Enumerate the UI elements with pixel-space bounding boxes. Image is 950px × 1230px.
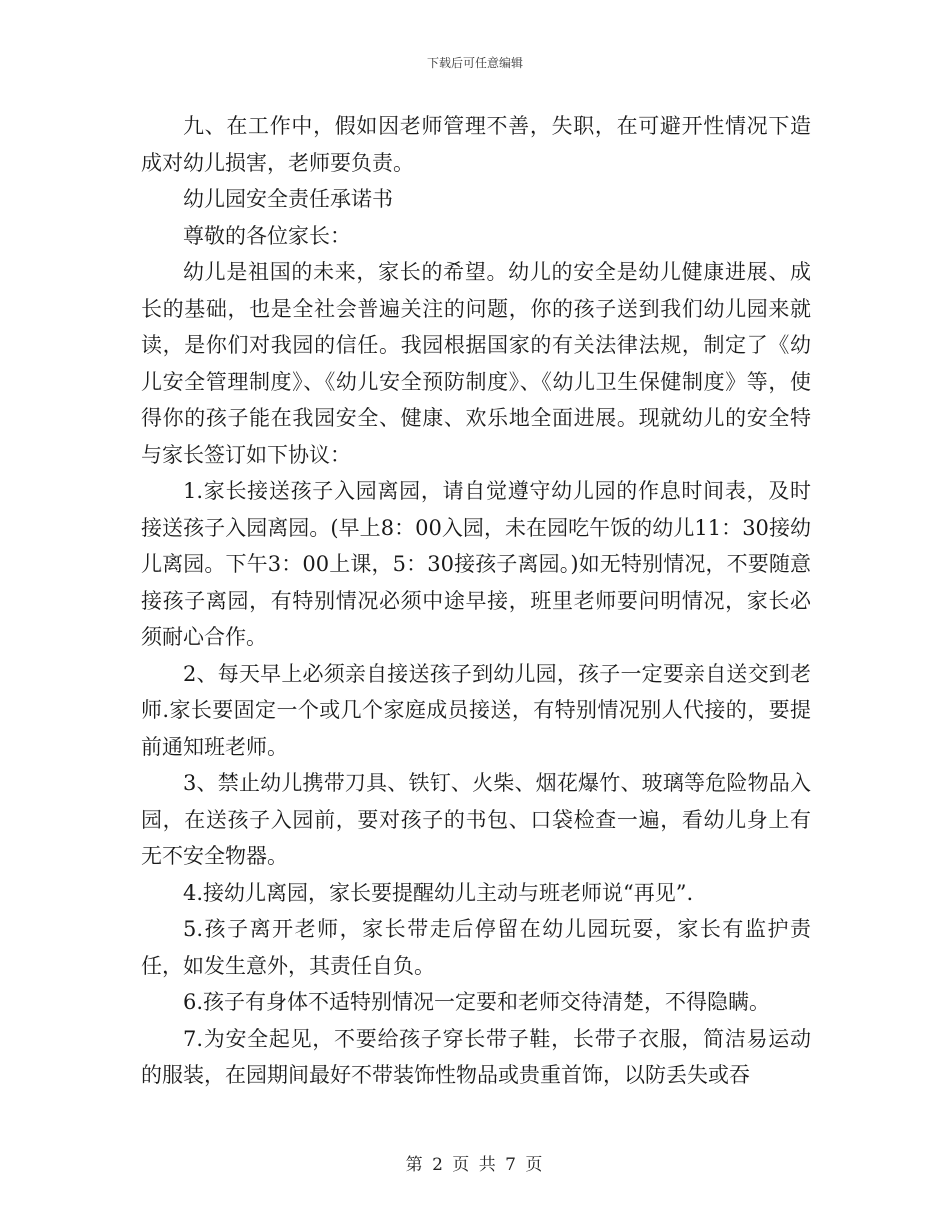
paragraph-9-liability: 九、在工作中，假如因老师管理不善，失职，在可避开性情况下造成对幼儿损害，老师要负责。 [141,114,811,175]
clause-5: 5.孩子离开老师，家长带走后停留在幼儿园玩耍，家长有监护责任，如发生意外，其责任自负。 [141,917,811,978]
clause-6: 6.孩子有身体不适特别情况一定要和老师交待清楚，不得隐瞒。 [183,990,771,1014]
clause-2: 2、每天早上必须亲自接送孩子到幼儿园，孩子一定要亲自送交到老师.家长要固定一个或几个家庭成员接送，有特别情况别人代接的，要提前通知班老师。 [141,661,811,759]
document-title: 幼儿园安全责任承诺书 [183,187,393,211]
clause-3: 3、禁止幼儿携带刀具、铁钉、火柴、烟花爆竹、玻璃等危险物品入园，在送孩子入园前，要对孩子的书包、口袋检查一遍，看幼儿身上有无不安全物器。 [141,771,811,868]
clause-4: 4.接幼儿离园，家长要提醒幼儿主动与班老师说“再见”. [183,880,694,905]
document-body [141,108,811,1094]
salutation: 尊敬的各位家长： [183,223,351,248]
page-number: 第 2 页 共 7 页 [405,1155,545,1175]
page-header: 下载后可任意编辑 [426,56,523,70]
clause-7: 7.为安全起见，不要给孩子穿长带子鞋，长带子衣服，简洁易运动的服装，在园期间最好不带装饰性物品或贵重首饰，以防丢失或吞 [141,1026,811,1087]
clause-1: 1.家长接送孩子入园离园，请自觉遵守幼儿园的作息时间表，及时接送孩子入园离园。(早上8：00入园，未在园吃午饭的幼儿11：30接幼儿离园。下午3：00上课，5：30接孩子离园。)如无特别情况，不要随意接孩子离园，有特别情况必须中途早接，班里老师要问明情况，家长必须耐心合作。 [141,479,811,649]
intro-paragraph: 幼儿是祖国的未来，家长的希望。幼儿的安全是幼儿健康进展、成长的基础，也是全社会普遍关注的问题，你的孩子送到我们幼儿园来就读，是你们对我园的信任。我园根据国家的有关法律法规，制定了《幼儿安全管理制度》、《幼儿安全预防制度》、《幼儿卫生保健制度》等，使得你的孩子能在我园安全、健康、欢乐地全面进展。现就幼儿的安全特与家长签订如下协议： [141,260,811,467]
